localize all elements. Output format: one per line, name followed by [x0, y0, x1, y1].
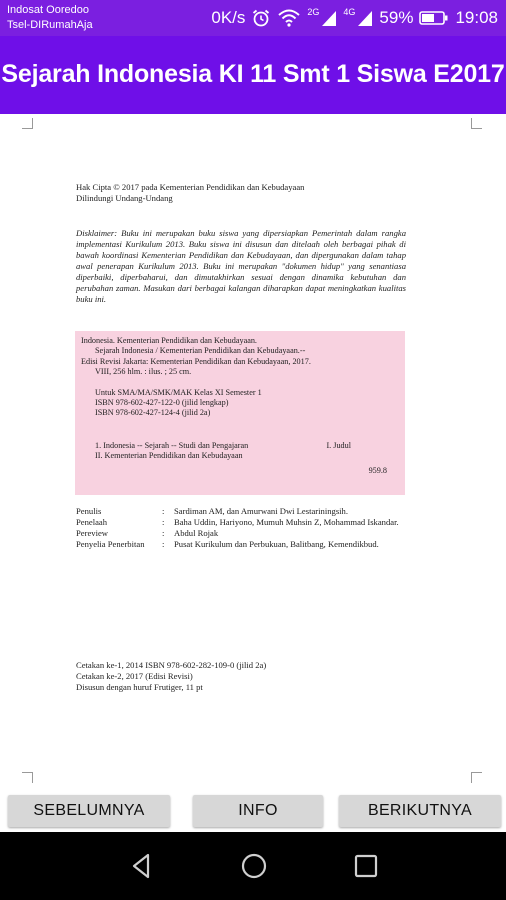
printing-line: Disusun dengan huruf Frutiger, 11 pt: [76, 682, 203, 692]
crop-mark: [471, 772, 482, 783]
copyright-line: Hak Cipta © 2017 pada Kementerian Pendidikan dan Kebudayaan: [76, 182, 305, 192]
alarm-icon: [251, 8, 271, 28]
credits-list: [76, 506, 406, 550]
next-button[interactable]: BERIKUTNYA: [339, 795, 501, 827]
app-bar: [0, 36, 506, 114]
crop-mark: [22, 772, 33, 783]
catalog-line: Sejarah Indonesia / Kementerian Pendidikan dan Kebudayaan.--: [95, 346, 306, 356]
credit-row: Penyelia Penerbitan : Pusat Kurikulum dan Perbukuan, Balitbang, Kemendikbud.: [76, 539, 406, 550]
catalog-line: Edisi Revisi Jakarta: Kementerian Pendidikan dan Kebudayaan, 2017.: [81, 356, 311, 366]
status-icons: [211, 0, 498, 36]
info-button[interactable]: INFO: [193, 795, 323, 827]
home-icon[interactable]: [238, 850, 270, 882]
page-navigation: [0, 790, 506, 832]
battery-percent: 59%: [379, 8, 414, 27]
system-nav-bar: [0, 832, 506, 900]
catalog-line: ISBN 978-602-427-122-0 (jilid lengkap): [95, 398, 229, 408]
catalog-line: VIII, 256 hlm. : ilus. ; 25 cm.: [95, 367, 192, 377]
printing-line: Cetakan ke-1, 2014 ISBN 978-602-282-109-0 (jilid 2a): [76, 660, 267, 670]
catalog-line: Indonesia. Kementerian Pendidikan dan Kebudayaan.: [81, 336, 257, 345]
clock: 19:08: [455, 8, 498, 27]
disclaimer: Disklaimer: Buku ini merupakan buku siswa yang dipersiapkan Pemerintah dalam rangka implementasi Kurikulum 2013. Buku siswa ini disusun dan ditelaah oleh berbagai pihak di bawah koordinasi Kementerian Pendidikan dan Kebudayaan, dan dipergunakan dalam tahap awal penerapan Kurikulum 2013. Buku ini merupakan "dokumen hidup" yang senantiasa diperbaiki, diperbaharui, dan dimutakhirkan sesuai dengan dinamika kebutuhan dan perubahan zaman. Masukan dari berbagai kalangan diharapkan dapat meningkatkan kualitas buku ini.: [76, 228, 406, 304]
network-speed: 0K/s: [211, 8, 246, 27]
signal-1-label: 2G: [307, 7, 320, 17]
battery-icon: [419, 10, 449, 26]
crop-mark: [22, 118, 33, 129]
signal-icon-2: [357, 9, 373, 27]
credit-row: Pereview : Abdul Rojak: [76, 528, 406, 539]
back-icon[interactable]: [126, 850, 158, 882]
carrier-info: [7, 3, 93, 33]
catalog-subject: [81, 441, 399, 451]
credit-key: Penyelia Penerbitan: [76, 539, 145, 549]
credit-value: Sardiman AM, dan Amurwani Dwi Lestariningsih.: [174, 506, 349, 516]
carrier-line-2: Tsel-DIRumahAja: [7, 19, 93, 31]
credit-key: Penelaah: [76, 517, 108, 527]
copyright-block: [76, 182, 416, 204]
app-title: Sejarah Indonesia KI 11 Smt 1 Siswa E2017: [1, 60, 505, 88]
credit-row: Penulis : Sardiman AM, dan Amurwani Dwi Lestariningsih.: [76, 506, 406, 517]
catalog-line: ISBN 978-602-427-124-4 (jilid 2a): [95, 408, 211, 418]
subject-1: 1. Indonesia -- Sejarah -- Studi dan Pengajaran: [95, 440, 249, 450]
printing-line: Cetakan ke-2, 2017 (Edisi Revisi): [76, 671, 193, 681]
credit-value: Pusat Kurikulum dan Perbukuan, Balitbang, Kemendikbud.: [174, 539, 379, 549]
previous-button[interactable]: SEBELUMNYA: [8, 795, 170, 827]
credit-row: Penelaah : Baha Uddin, Hariyono, Mumuh Muhsin Z, Mohammad Iskandar.: [76, 517, 406, 528]
wifi-icon: [277, 8, 301, 28]
credit-value: Baha Uddin, Hariyono, Mumuh Muhsin Z, Mohammad Iskandar.: [174, 517, 399, 527]
document-page[interactable]: [22, 118, 482, 783]
catalog-line: Untuk SMA/MA/SMK/MAK Kelas XI Semester 1: [95, 387, 262, 397]
credit-key: Pereview: [76, 528, 108, 538]
catalog-line: II. Kementerian Pendidikan dan Kebudayaan: [95, 451, 243, 461]
copyright-protection: Dilindungi Undang-Undang: [76, 193, 173, 203]
classification-number: 959.8: [368, 465, 387, 475]
crop-mark: [471, 118, 482, 129]
signal-2-label: 4G: [343, 7, 356, 17]
credit-key: Penulis: [76, 506, 102, 516]
carrier-line-1: Indosat Ooredoo: [7, 4, 89, 16]
subject-1-title: I. Judul: [326, 440, 351, 450]
status-bar: [0, 0, 506, 36]
signal-icon: [321, 9, 337, 27]
page-viewer[interactable]: [0, 114, 506, 790]
recent-apps-icon[interactable]: [350, 850, 382, 882]
printing-history: [76, 660, 406, 693]
catalog-in-publication: [75, 331, 405, 495]
credit-value: Abdul Rojak: [174, 528, 219, 538]
